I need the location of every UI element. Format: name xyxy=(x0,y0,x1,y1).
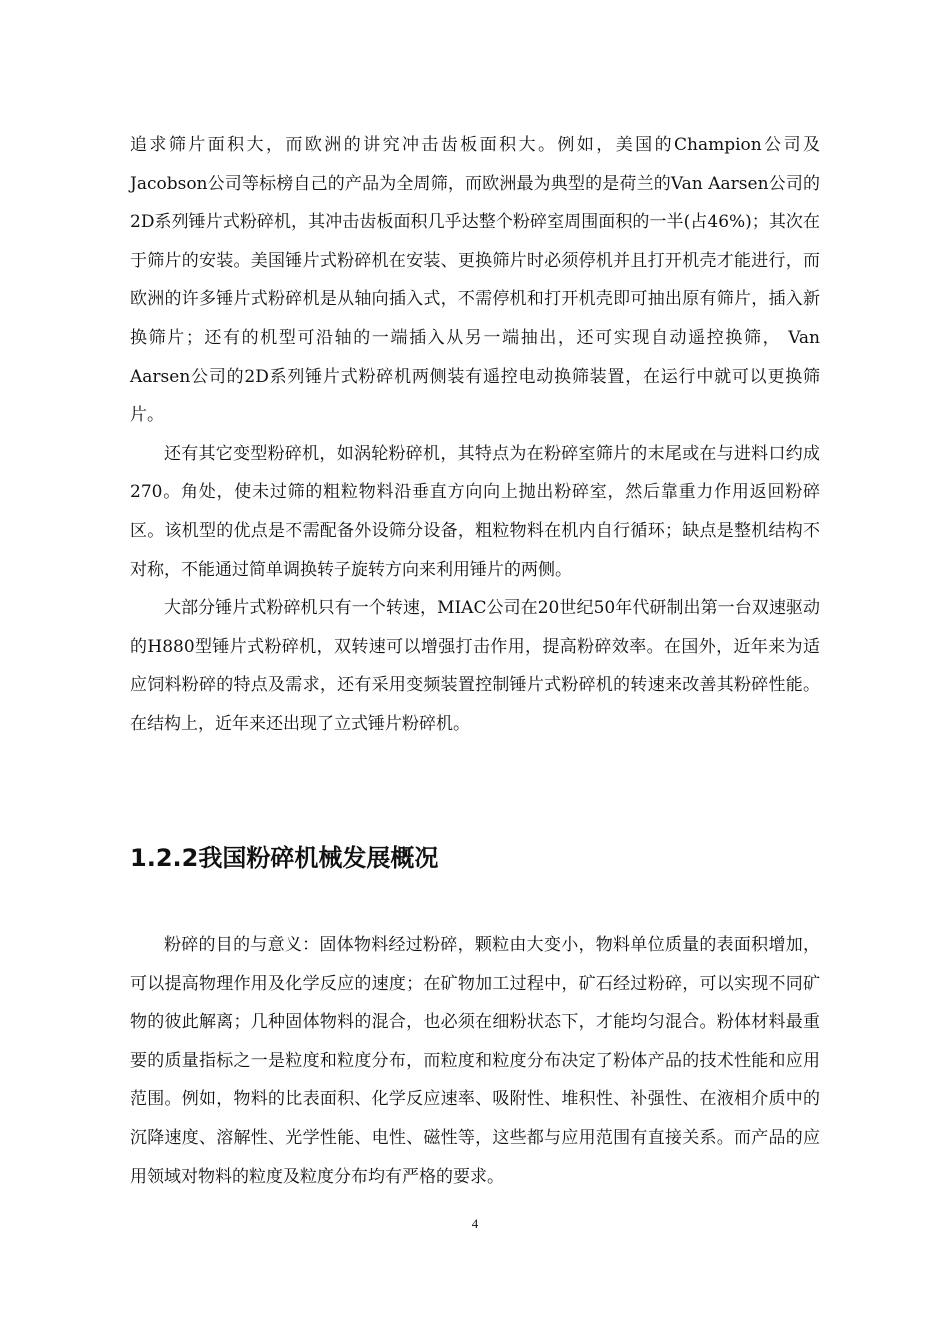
paragraph: 粉碎的目的与意义：固体物料经过粉碎，颗粒由大变小，物料单位质量的表面积增加，可以提高物理作用及化学反应的速度；在矿物加工过程中，矿石经过粉碎，可以实现不同矿物的彼此解离；几种固体物料的混合，也必须在细粉状态下，才能均匀混合。粉体材料最重要的质量指标之一是粒度和粒度分布，而粒度和粒度分布决定了粉体产品的技术性能和应用范围。例如，物料的比表面积、化学反应速率、吸附性、堆积性、补强性、在液相介质中的沉降速度、溶解性、光学性能、电性、磁性等，这些都与应用范围有直接关系。而产品的应用领域对物料的粒度及粒度分布均有严格的要求。 xyxy=(130,935,820,1187)
body-text-top xyxy=(130,126,820,744)
paragraph: 还有其它变型粉碎机，如涡轮粉碎机，其特点为在粉碎室筛片的末尾或在与进料口约成270。角处，使未过筛的粗粒物料沿垂直方向向上抛出粉碎室，然后靠重力作用返回粉碎区。该机型的优点是不需配备外设筛分设备，粗粒物料在机内自行循环；缺点是整机结构不对称，不能通过简单调换转子旋转方向来利用锤片的两侧。 xyxy=(130,443,820,580)
section-heading: 1.2.2我国粉碎机械发展概况 xyxy=(130,844,439,872)
paragraph: 追求筛片面积大，而欧洲的讲究冲击齿板面积大。例如，美国的Champion公司及Jacobson公司等标榜自己的产品为全周筛，而欧洲最为典型的是荷兰的Van Aarsen公司的2D系列锤片式粉碎机，其冲击齿板面积几乎达整个粉碎室周围面积的一半(占46%)；其次在于筛片的安装。美国锤片式粉碎机在安装、更换筛片时必须停机并且打开机壳才能进行，而欧洲的许多锤片式粉碎机是从轴向插入式，不需停机和打开机壳即可抽出原有筛片，插入新换筛片；还有的机型可沿轴的一端插入从另一端抽出，还可实现自动遥控换筛， Van Aarsen公司的2D系列锤片式粉碎机两侧装有遥控电动换筛装置，在运行中就可以更换筛片。 xyxy=(130,135,820,426)
paragraph: 大部分锤片式粉碎机只有一个转速，MIAC公司在20世纪50年代研制出第一台双速驱动的H880型锤片式粉碎机，双转速可以增强打击作用，提高粉碎效率。在国外，近年来为适应饲料粉碎的特点及需求，还有采用变频装置控制锤片式粉碎机的转速来改善其粉碎性能。在结构上，近年来还出现了立式锤片粉碎机。 xyxy=(130,598,820,734)
page-number: 4 xyxy=(471,1216,479,1231)
body-text-bottom xyxy=(130,926,820,1196)
